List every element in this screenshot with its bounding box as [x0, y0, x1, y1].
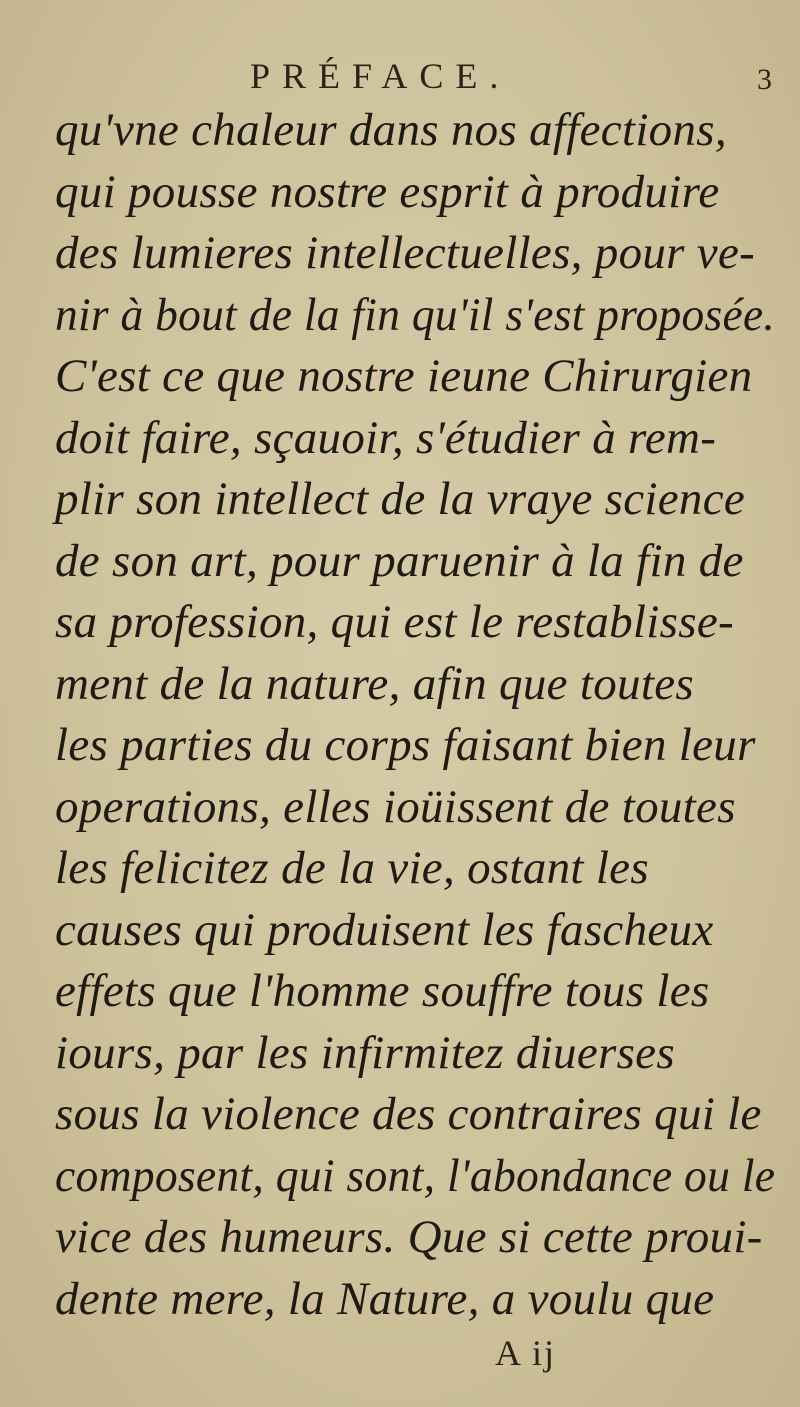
- body-text: [55, 100, 775, 1330]
- text-line: sous la violence des contraires qui le: [55, 1088, 762, 1140]
- text-line: composent, qui sont, l'abondance ou le: [55, 1149, 776, 1202]
- text-line: effets que l'homme souffre tous les: [55, 965, 710, 1017]
- text-line: de son art, pour paruenir à la fin de: [55, 534, 744, 587]
- text-line: doit faire, sçauoir, s'étudier à rem-: [55, 411, 717, 464]
- text-line: dente mere, la Nature, a voulu que: [55, 1272, 715, 1325]
- text-line: les felicitez de la vie, ostant les: [55, 842, 649, 894]
- running-title: PRÉFACE.: [250, 56, 511, 96]
- text-line: qui pousse nostre esprit à produire: [55, 165, 720, 218]
- text-line: qu'vne chaleur dans nos affections,: [55, 104, 727, 156]
- text-line: iours, par les infirmitez diuerses: [55, 1026, 675, 1079]
- page-number: 3: [757, 63, 772, 96]
- page-header: [0, 55, 800, 99]
- signature-mark: A ij: [495, 1333, 557, 1373]
- text-line: vice des humeurs. Que si cette proui-: [55, 1211, 763, 1263]
- text-line: causes qui produisent les fascheux: [55, 903, 714, 956]
- text-line: ment de la nature, afin que toutes: [55, 657, 694, 710]
- text-line: operations, elles ioüissent de toutes: [55, 780, 736, 833]
- text-line: sa profession, qui est le restablisse-: [55, 596, 734, 648]
- text-line: C'est ce que nostre ieune Chirurgien: [55, 350, 753, 402]
- text-line: nir à bout de la fin qu'il s'est proposée.: [55, 288, 776, 341]
- text-line: plir son intellect de la vraye science: [55, 473, 746, 525]
- text-line: des lumieres intellectuelles, pour ve-: [55, 227, 756, 279]
- text-line: les parties du corps faisant bien leur: [55, 719, 756, 771]
